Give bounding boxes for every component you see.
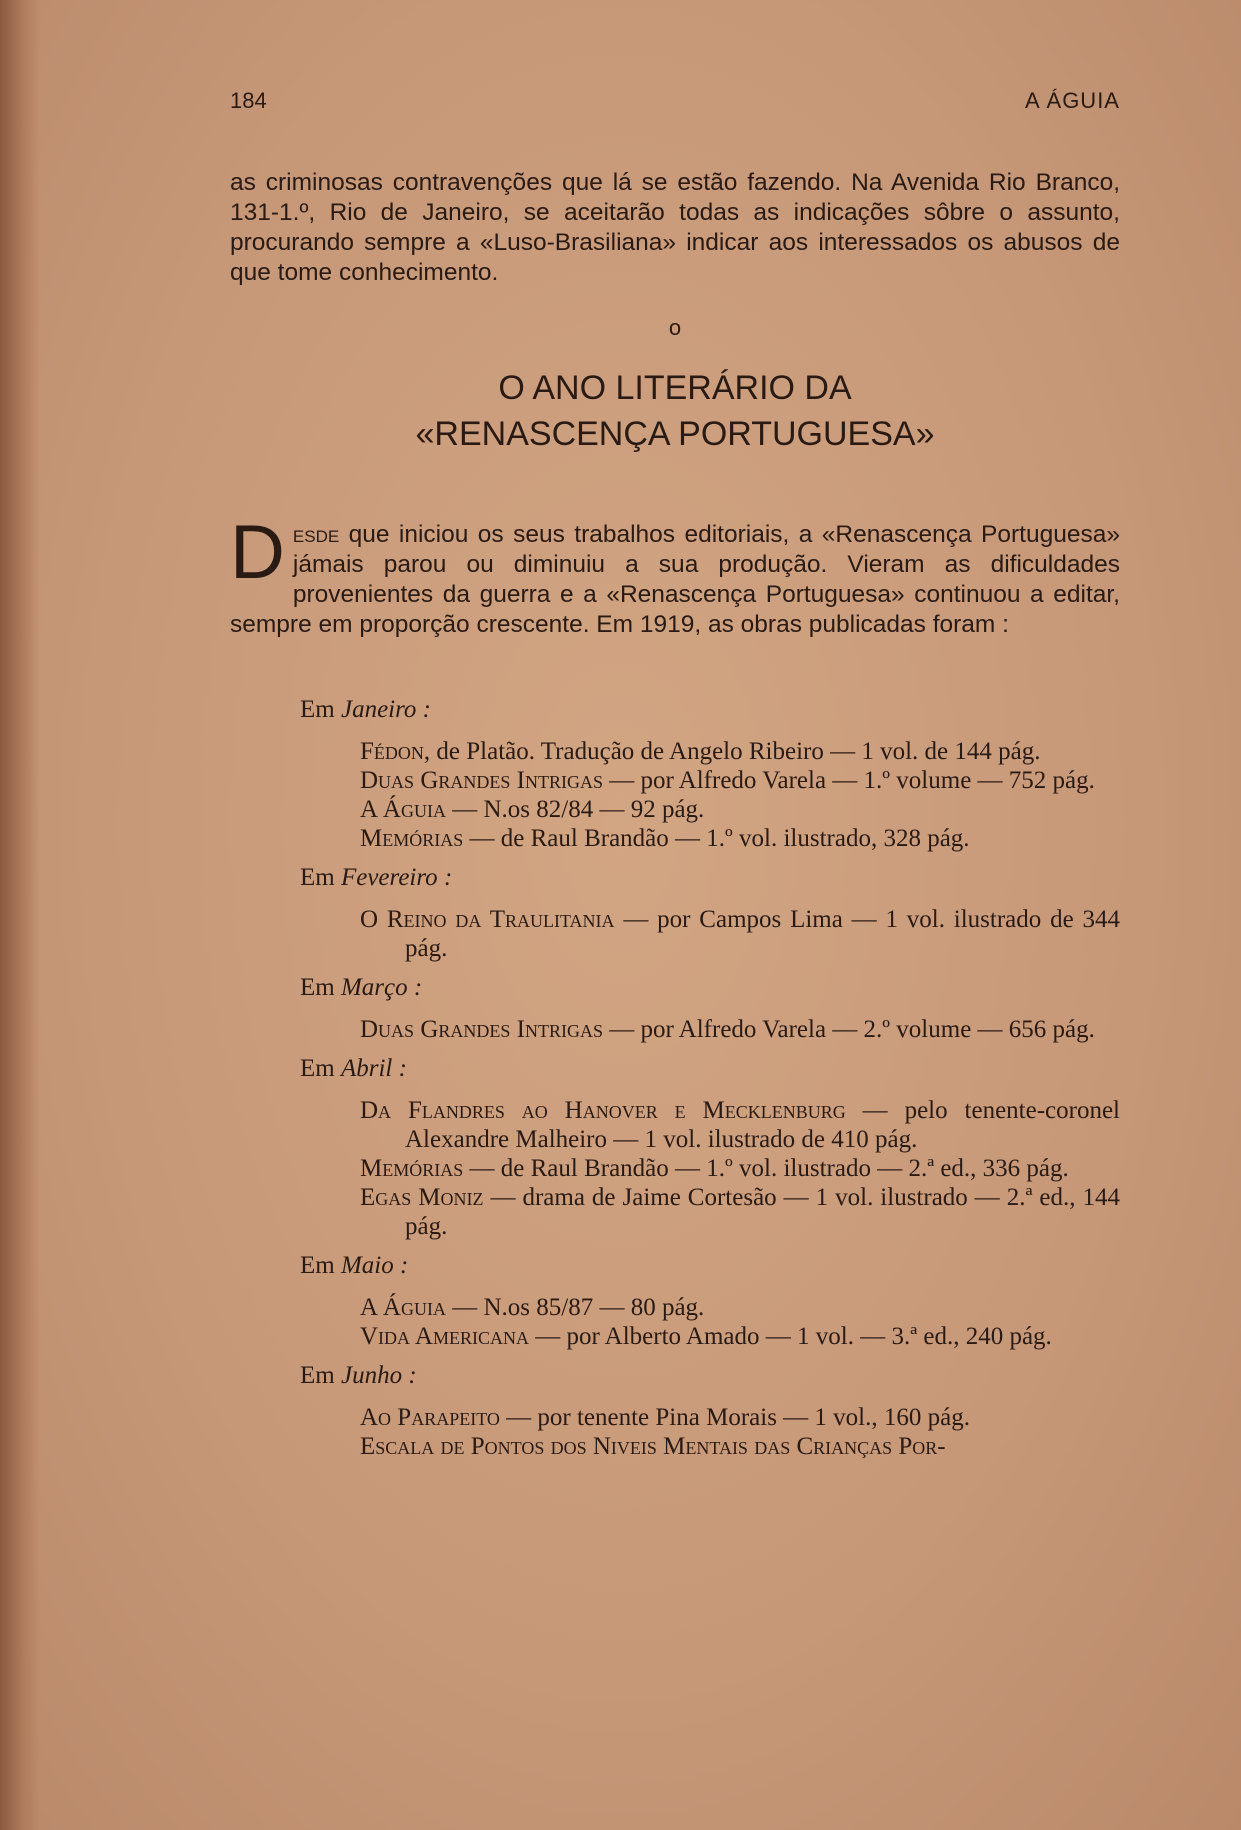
month-colon: : <box>407 974 423 1001</box>
work-details: — de Raul Brandão — 1.º vol. ilustrado — 2.ª ed., 336 pág. <box>463 1155 1069 1182</box>
month-name: Fevereiro <box>340 864 438 891</box>
month-entries <box>230 1403 1120 1461</box>
list-item <box>360 766 1120 795</box>
month-heading <box>230 695 1120 724</box>
work-details: de Platão. Tradução de Angelo Ribeiro — 1 vol. de 144 pág. <box>430 738 1041 765</box>
month-colon: : <box>392 1055 407 1082</box>
list-item <box>360 1322 1120 1351</box>
work-title: A Águia <box>360 796 446 823</box>
list-item <box>360 905 1120 963</box>
month-heading <box>230 863 1120 892</box>
list-item <box>360 795 1120 824</box>
month-name: Abril <box>340 1055 393 1082</box>
list-item <box>360 824 1120 853</box>
body-paragraph <box>230 510 1120 640</box>
month-entries <box>230 737 1120 853</box>
list-item <box>360 1293 1120 1322</box>
body-text: que iniciou os seus trabalhos editoriais, a «Renascença Portuguesa» jámais parou ou diminuiu a sua produção. Vieram as dificuldades provenientes da guerra e a «Renascença Portuguesa» continuou a editar, sempre em proporção crescente. Em 1919, as obras publicadas foram : <box>230 521 1120 638</box>
work-details: — N.os 82/84 — 92 pág. <box>445 796 705 823</box>
list-item <box>360 1183 1120 1241</box>
month-colon: : <box>402 1362 417 1389</box>
month-entries <box>230 1015 1120 1044</box>
month-entries <box>230 1096 1120 1241</box>
page-header <box>230 88 1120 118</box>
month-heading <box>230 1251 1120 1280</box>
title-line-1: O ANO LITERÁRIO DA <box>498 369 852 407</box>
list-item <box>360 1432 1120 1461</box>
running-title: A ÁGUIA <box>1024 88 1120 113</box>
work-title: Memórias <box>360 1155 464 1182</box>
month-colon: : <box>393 1252 409 1279</box>
work-title: Da Flandres ao Hanover e Mecklenburg <box>360 1097 846 1124</box>
list-item <box>360 737 1120 766</box>
month-heading <box>230 973 1120 1002</box>
month-heading <box>230 1361 1120 1390</box>
list-item <box>360 1403 1120 1432</box>
month-colon: : <box>416 696 431 723</box>
publication-list <box>230 695 1120 1471</box>
work-title: Memórias <box>360 825 464 852</box>
work-title: Duas Grandes Intrigas <box>360 767 603 794</box>
work-details: — por tenente Pina Morais — 1 vol., 160 pág. <box>499 1404 970 1431</box>
month-name: Junho <box>340 1362 403 1389</box>
month-prefix: Em <box>300 864 335 891</box>
list-item <box>360 1154 1120 1183</box>
month-colon: : <box>437 864 453 891</box>
work-details: — drama de Jaime Cortesão — 1 vol. ilustrado — 2.ª ed., 144 pág. <box>405 1184 1120 1240</box>
work-title: A Águia <box>360 1294 446 1321</box>
work-title: Duas Grandes Intrigas <box>360 1016 603 1043</box>
work-details: — N.os 85/87 — 80 pág. <box>445 1294 705 1321</box>
article-title <box>230 365 1120 457</box>
month-prefix: Em <box>300 696 335 723</box>
work-title: O Reino da Traulitania <box>360 906 615 933</box>
intro-paragraph: as criminosas contravenções que lá se estão fazendo. Na Avenida Rio Branco, 131-1.º, Rio de Janeiro, se aceitarão todas as indicações sôbre o assunto, procurando sempre a «Luso-Brasiliana» indicar aos interessados os abusos de que tome conhecimento. <box>230 169 1120 286</box>
book-spine-shadow <box>0 0 40 1830</box>
month-entries <box>230 1293 1120 1351</box>
work-title: Egas Moniz <box>360 1184 484 1211</box>
month-name: Janeiro <box>340 696 417 723</box>
month-prefix: Em <box>300 1055 335 1082</box>
lead-word: esde <box>292 521 340 548</box>
month-name: Março <box>340 974 408 1001</box>
drop-cap: D <box>230 510 285 595</box>
work-title: Ao Parapeito <box>360 1404 500 1431</box>
work-details: — por Alberto Amado — 1 vol. — 3.ª ed., 240 pág. <box>528 1323 1052 1350</box>
work-details: — por Campos Lima — 1 vol. ilustrado de 344 pág. <box>405 906 1121 962</box>
month-prefix: Em <box>300 1252 335 1279</box>
work-details: — por Alfredo Varela — 1.º volume — 752 pág. <box>602 767 1095 794</box>
work-title: Fédon, <box>360 738 431 765</box>
work-details: — por Alfredo Varela — 2.º volume — 656 pág. <box>602 1016 1095 1043</box>
month-prefix: Em <box>300 1362 335 1389</box>
month-entries <box>230 905 1120 963</box>
list-item <box>360 1015 1120 1044</box>
list-item <box>360 1096 1120 1154</box>
work-details: — pelo tenente-coronel Alexandre Malheiro — 1 vol. ilustrado de 410 pág. <box>405 1097 1120 1153</box>
work-title: Escala de Pontos dos Niveis Mentais das Crianças Por- <box>360 1433 946 1460</box>
work-details: — de Raul Brandão — 1.º vol. ilustrado, 328 pág. <box>463 825 970 852</box>
title-line-2: «RENASCENÇA PORTUGUESA» <box>415 415 935 453</box>
month-prefix: Em <box>300 974 335 1001</box>
section-ornament: o <box>668 315 682 340</box>
work-title: Vida Americana <box>360 1323 529 1350</box>
page-number: 184 <box>230 88 267 113</box>
month-name: Maio <box>340 1252 394 1279</box>
month-heading <box>230 1054 1120 1083</box>
